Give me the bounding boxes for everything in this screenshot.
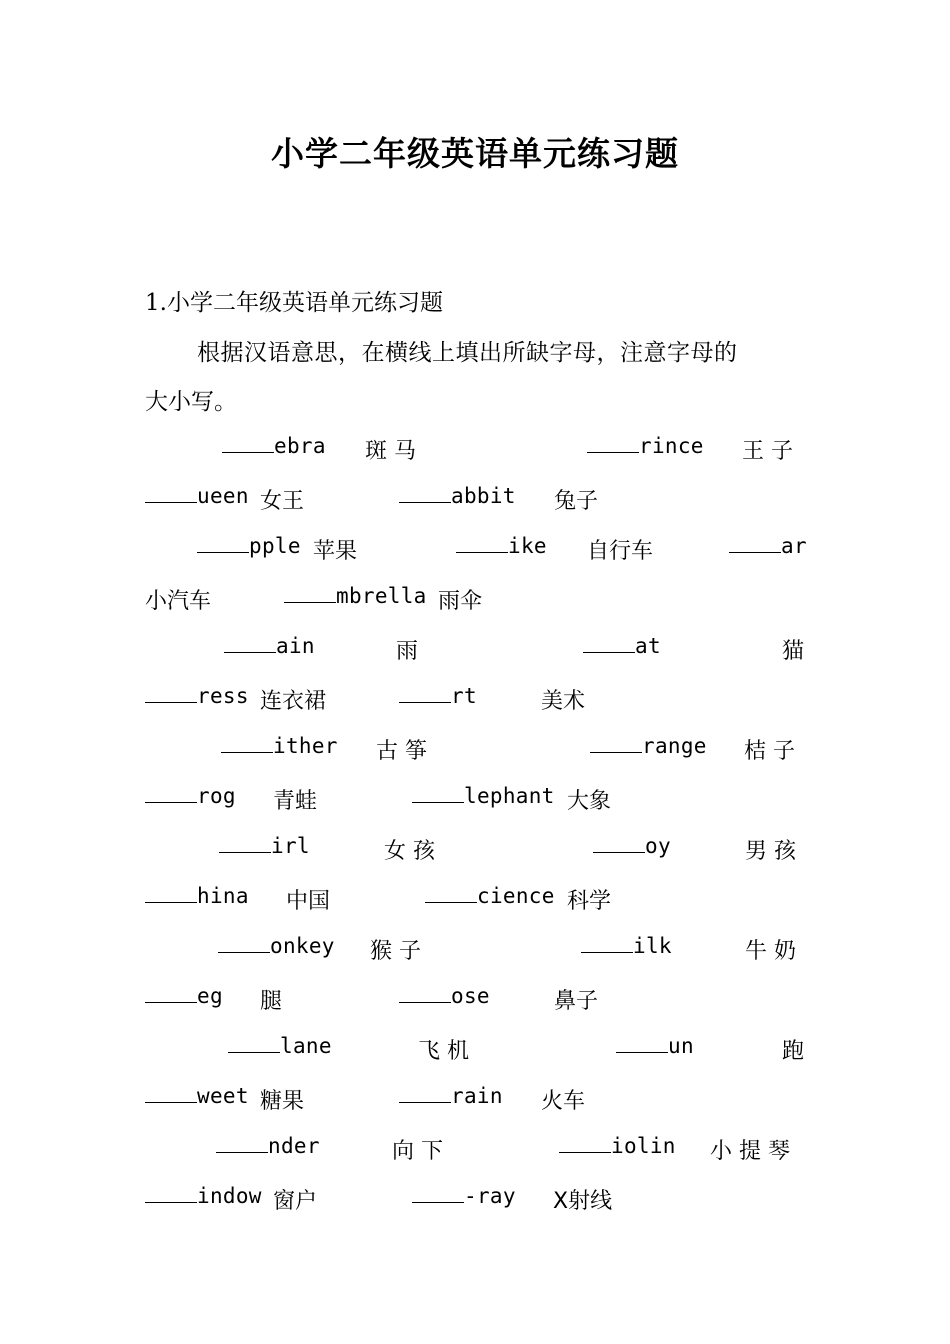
answer-blank[interactable] bbox=[197, 534, 249, 553]
answer-blank[interactable] bbox=[218, 934, 270, 953]
word-fragment: range bbox=[642, 734, 707, 758]
chinese-meaning: 向 下 bbox=[392, 1139, 443, 1164]
chinese-meaning: 火车 bbox=[541, 1089, 586, 1114]
exercise-row bbox=[0, 584, 950, 624]
exercise-item bbox=[228, 1034, 332, 1059]
chinese-meaning: 跑 bbox=[782, 1039, 805, 1064]
chinese-meaning: 小汽车 bbox=[145, 589, 212, 614]
answer-blank[interactable] bbox=[587, 434, 639, 453]
word-fragment: ress bbox=[197, 684, 249, 708]
exercise-item bbox=[218, 934, 335, 959]
section-heading: 1.小学二年级英语单元练习题 bbox=[145, 290, 443, 316]
exercise-item bbox=[412, 784, 555, 809]
answer-blank[interactable] bbox=[581, 934, 633, 953]
answer-blank[interactable] bbox=[221, 734, 273, 753]
answer-blank[interactable] bbox=[222, 434, 274, 453]
exercise-item bbox=[412, 1184, 516, 1209]
word-fragment: nder bbox=[268, 1134, 320, 1158]
answer-blank[interactable] bbox=[583, 634, 635, 653]
answer-blank[interactable] bbox=[559, 1134, 611, 1153]
word-fragment: ither bbox=[273, 734, 338, 758]
word-fragment: indow bbox=[197, 1184, 262, 1208]
exercise-row bbox=[0, 1034, 950, 1074]
exercise-item bbox=[222, 434, 326, 459]
answer-blank[interactable] bbox=[216, 1134, 268, 1153]
chinese-meaning: 腿 bbox=[260, 989, 283, 1014]
chinese-meaning: 窗户 bbox=[273, 1189, 318, 1214]
word-fragment: ose bbox=[451, 984, 490, 1008]
chinese-meaning: 连衣裙 bbox=[260, 689, 327, 714]
exercise-row bbox=[0, 1084, 950, 1124]
answer-blank[interactable] bbox=[145, 484, 197, 503]
chinese-meaning: 小 提 琴 bbox=[710, 1139, 790, 1164]
chinese-meaning: 雨伞 bbox=[438, 589, 483, 614]
word-fragment: weet bbox=[197, 1084, 249, 1108]
chinese-meaning: 兔子 bbox=[554, 489, 599, 514]
word-fragment: ueen bbox=[197, 484, 249, 508]
exercise-row bbox=[0, 434, 950, 474]
word-fragment: ain bbox=[276, 634, 315, 658]
chinese-meaning: 斑 马 bbox=[365, 439, 416, 464]
word-fragment: lane bbox=[280, 1034, 332, 1058]
word-fragment: irl bbox=[271, 834, 310, 858]
chinese-meaning: 美术 bbox=[541, 689, 586, 714]
answer-blank[interactable] bbox=[284, 584, 336, 603]
chinese-meaning: 飞 机 bbox=[418, 1039, 469, 1064]
chinese-meaning: X射线 bbox=[553, 1189, 613, 1214]
answer-blank[interactable] bbox=[399, 984, 451, 1003]
word-fragment: onkey bbox=[270, 934, 335, 958]
answer-blank[interactable] bbox=[145, 784, 197, 803]
exercise-item bbox=[399, 684, 477, 709]
exercise-item bbox=[399, 1084, 503, 1109]
answer-blank[interactable] bbox=[590, 734, 642, 753]
exercise-row bbox=[0, 784, 950, 824]
word-fragment: oy bbox=[645, 834, 671, 858]
exercise-row bbox=[0, 534, 950, 574]
answer-blank[interactable] bbox=[145, 1184, 197, 1203]
chinese-meaning: 雨 bbox=[396, 639, 419, 664]
word-fragment: abbit bbox=[451, 484, 516, 508]
answer-blank[interactable] bbox=[145, 684, 197, 703]
word-fragment: cience bbox=[477, 884, 555, 908]
answer-blank[interactable] bbox=[145, 984, 197, 1003]
exercise-row bbox=[0, 834, 950, 874]
word-fragment: at bbox=[635, 634, 661, 658]
answer-blank[interactable] bbox=[399, 1084, 451, 1103]
exercise-row bbox=[0, 1184, 950, 1224]
exercise-item bbox=[590, 734, 707, 759]
answer-blank[interactable] bbox=[425, 884, 477, 903]
word-fragment: ar bbox=[781, 534, 807, 558]
exercise-item bbox=[145, 1084, 249, 1109]
answer-blank[interactable] bbox=[228, 1034, 280, 1053]
exercise-row bbox=[0, 884, 950, 924]
answer-blank[interactable] bbox=[593, 834, 645, 853]
word-fragment: rince bbox=[639, 434, 704, 458]
word-fragment: ebra bbox=[274, 434, 326, 458]
exercise-item bbox=[145, 984, 223, 1009]
exercise-item bbox=[559, 1134, 676, 1159]
word-fragment: pple bbox=[249, 534, 301, 558]
chinese-meaning: 男 孩 bbox=[745, 839, 796, 864]
word-fragment: rt bbox=[451, 684, 477, 708]
exercise-row bbox=[0, 934, 950, 974]
exercise-item bbox=[587, 434, 704, 459]
exercise-item bbox=[216, 1134, 320, 1159]
exercise-row bbox=[0, 484, 950, 524]
chinese-meaning: 女 孩 bbox=[384, 839, 435, 864]
exercise-item bbox=[145, 1184, 262, 1209]
answer-blank[interactable] bbox=[412, 784, 464, 803]
answer-blank[interactable] bbox=[145, 884, 197, 903]
answer-blank[interactable] bbox=[145, 1084, 197, 1103]
exercise-item bbox=[399, 984, 490, 1009]
answer-blank[interactable] bbox=[412, 1184, 464, 1203]
exercise-item bbox=[581, 934, 672, 959]
exercise-item bbox=[145, 684, 249, 709]
word-fragment: iolin bbox=[611, 1134, 676, 1158]
exercise-item bbox=[593, 834, 671, 859]
word-fragment: eg bbox=[197, 984, 223, 1008]
exercise-row bbox=[0, 734, 950, 774]
exercise-item bbox=[399, 484, 516, 509]
chinese-meaning: 古 筝 bbox=[376, 739, 427, 764]
chinese-meaning: 鼻子 bbox=[554, 989, 599, 1014]
word-fragment: ike bbox=[508, 534, 547, 558]
chinese-meaning: 王 子 bbox=[742, 439, 793, 464]
word-fragment: un bbox=[668, 1034, 694, 1058]
word-fragment: ilk bbox=[633, 934, 672, 958]
instructions-line-1: 根据汉语意思，在横线上填出所缺字母，注意字母的 bbox=[197, 340, 738, 366]
chinese-meaning: 猴 子 bbox=[370, 939, 421, 964]
exercise-item bbox=[583, 634, 661, 659]
answer-blank[interactable] bbox=[456, 534, 508, 553]
chinese-meaning: 猫 bbox=[782, 639, 805, 664]
answer-blank[interactable] bbox=[399, 484, 451, 503]
chinese-meaning: 中国 bbox=[286, 889, 331, 914]
exercise-item bbox=[145, 484, 249, 509]
chinese-meaning: 牛 奶 bbox=[745, 939, 796, 964]
chinese-meaning: 苹果 bbox=[313, 539, 358, 564]
chinese-meaning: 女王 bbox=[260, 489, 305, 514]
word-fragment: hina bbox=[197, 884, 249, 908]
exercise-item bbox=[197, 534, 301, 559]
chinese-meaning: 科学 bbox=[567, 889, 612, 914]
exercise-item bbox=[616, 1034, 694, 1059]
exercise-row bbox=[0, 634, 950, 674]
answer-blank[interactable] bbox=[224, 634, 276, 653]
exercise-row bbox=[0, 684, 950, 724]
exercise-item bbox=[145, 884, 249, 909]
chinese-meaning: 自行车 bbox=[587, 539, 654, 564]
exercise-item bbox=[284, 584, 427, 609]
exercise-item bbox=[145, 784, 236, 809]
document-title: 小学二年级英语单元练习题 bbox=[271, 134, 679, 173]
answer-blank[interactable] bbox=[729, 534, 781, 553]
exercise-item bbox=[456, 534, 547, 559]
answer-blank[interactable] bbox=[219, 834, 271, 853]
exercise-item bbox=[425, 884, 555, 909]
word-fragment: rain bbox=[451, 1084, 503, 1108]
exercise-row bbox=[0, 1134, 950, 1174]
chinese-meaning: 桔 子 bbox=[744, 739, 795, 764]
answer-blank[interactable] bbox=[616, 1034, 668, 1053]
exercise-item bbox=[729, 534, 807, 559]
exercise-row bbox=[0, 984, 950, 1024]
exercise-item bbox=[224, 634, 315, 659]
instructions-line-2: 大小写。 bbox=[145, 389, 237, 415]
word-fragment: rog bbox=[197, 784, 236, 808]
answer-blank[interactable] bbox=[399, 684, 451, 703]
chinese-meaning: 糖果 bbox=[260, 1089, 305, 1114]
word-fragment: -ray bbox=[464, 1184, 516, 1208]
chinese-meaning: 大象 bbox=[567, 789, 612, 814]
word-fragment: lephant bbox=[464, 784, 555, 808]
chinese-meaning: 青蛙 bbox=[273, 789, 318, 814]
exercise-item bbox=[221, 734, 338, 759]
word-fragment: mbrella bbox=[336, 584, 427, 608]
exercise-item bbox=[219, 834, 310, 859]
